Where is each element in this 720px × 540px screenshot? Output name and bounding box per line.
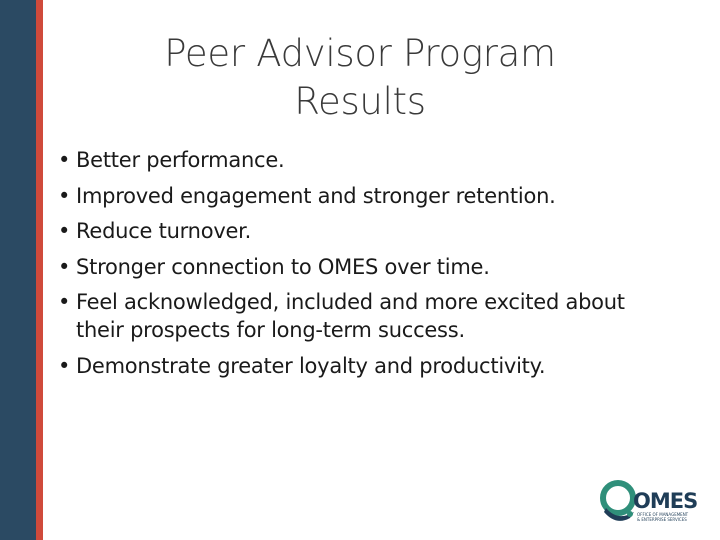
omes-logo xyxy=(600,478,702,528)
bullet-item xyxy=(58,217,668,245)
bullet-glyph: • xyxy=(58,254,71,279)
bullet-list xyxy=(58,146,668,387)
bullet-glyph: • xyxy=(58,219,71,243)
slide-title-line-2: Results xyxy=(294,80,426,123)
bullet-text: Reduce turnover. xyxy=(76,219,252,243)
bullet-text: Feel acknowledged, included and more excited about their prospects for long-term success. xyxy=(76,290,625,342)
logo-subtext-line-1: OFFICE OF MANAGEMENT xyxy=(637,512,689,517)
bullet-item xyxy=(58,288,668,344)
logo-o-mark xyxy=(603,483,633,513)
bullet-text: Better performance. xyxy=(76,148,285,172)
bullet-text: Stronger connection to OMES over time. xyxy=(76,254,490,279)
bullet-item xyxy=(58,146,668,174)
side-accent-bar-navy xyxy=(0,0,36,540)
slide-title-line-1: Peer Advisor Program xyxy=(164,32,556,75)
bullet-text: Improved engagement and stronger retention. xyxy=(76,183,556,208)
bullet-text: Demonstrate greater loyalty and productivity. xyxy=(76,353,546,378)
side-accent-bar-red xyxy=(36,0,43,540)
bullet-glyph: • xyxy=(58,183,71,208)
bullet-glyph: • xyxy=(58,148,71,172)
bullet-item xyxy=(58,182,668,210)
bullet-item xyxy=(58,253,668,281)
bullet-glyph: • xyxy=(58,353,71,378)
logo-text: OMES xyxy=(633,489,698,513)
logo-subtext-line-2: & ENTERPRISE SERVICES xyxy=(637,517,687,522)
bullet-glyph: • xyxy=(58,290,71,314)
slide-title xyxy=(100,30,620,126)
bullet-item xyxy=(58,352,668,380)
